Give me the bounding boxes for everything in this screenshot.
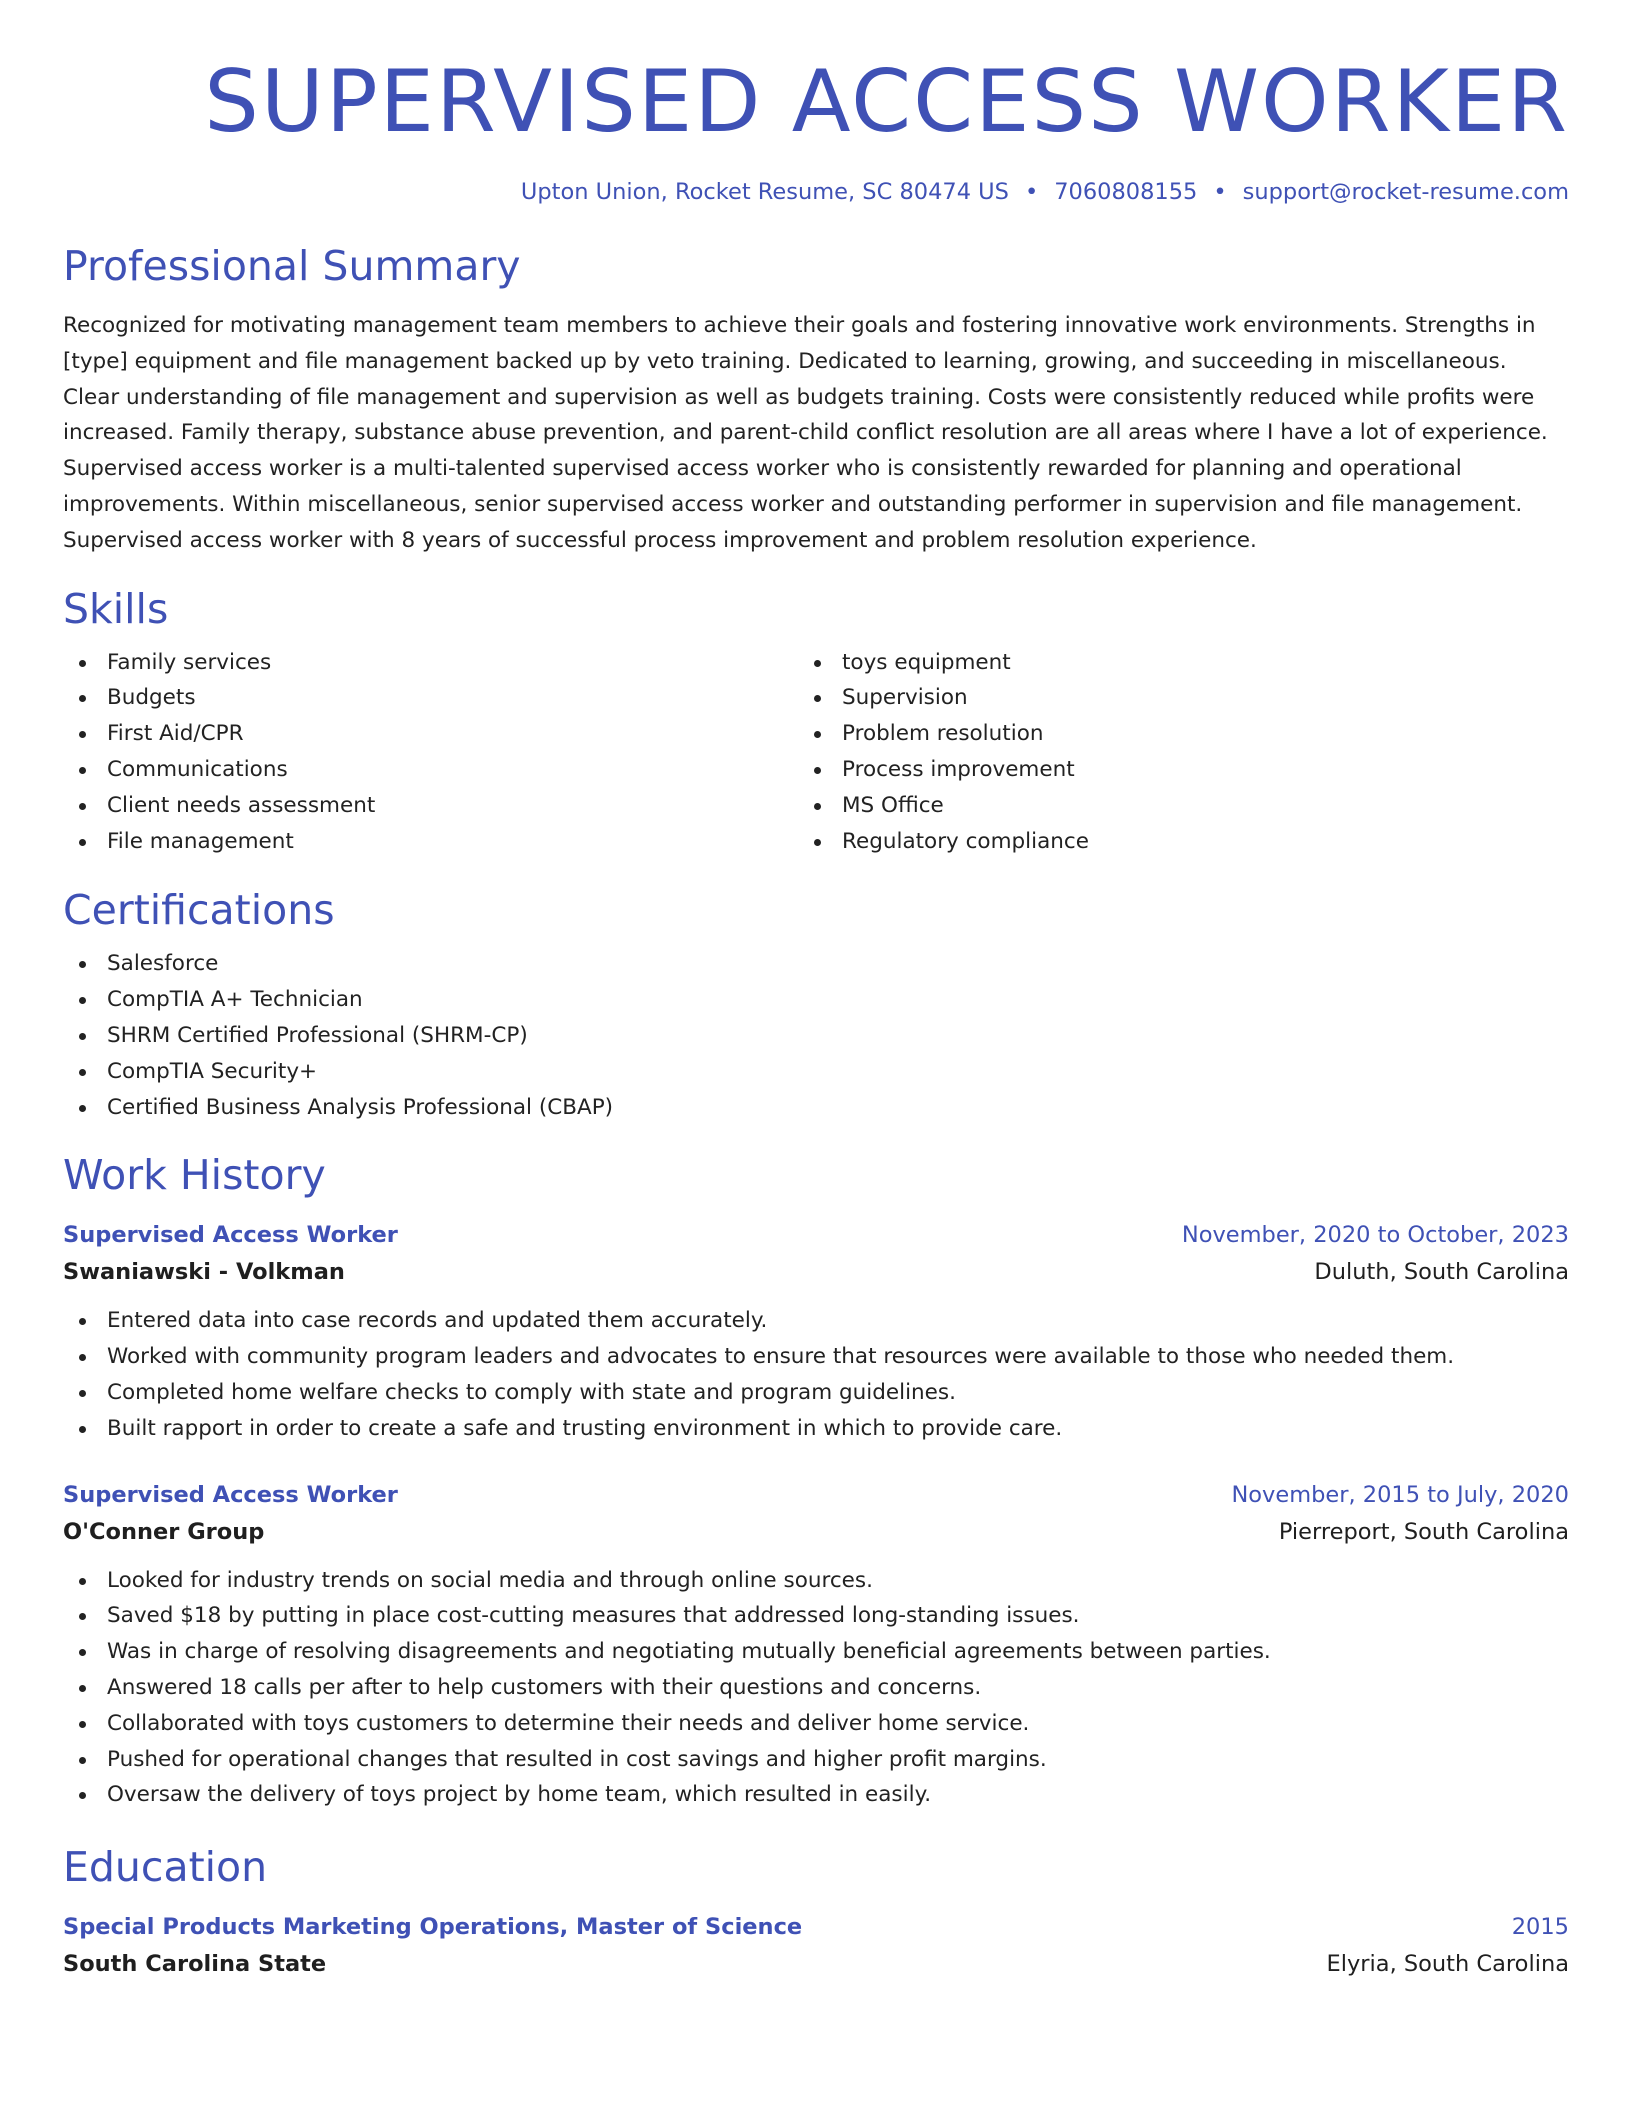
job-duty-item: Answered 18 calls per after to help customers with their questions and concerns. xyxy=(63,1670,1569,1706)
job-duties-list xyxy=(63,1303,1569,1446)
skill-item: Supervision xyxy=(798,680,1533,716)
job-entry xyxy=(63,1477,1569,1814)
job-employer: O'Conner Group xyxy=(63,1518,265,1545)
job-duty-item: Was in charge of resolving disagreements and negotiating mutually beneficial agreements between parties. xyxy=(63,1634,1569,1670)
job-title-row xyxy=(63,1217,1569,1253)
skill-item: Client needs assessment xyxy=(63,788,798,824)
education-section xyxy=(63,1841,1569,1983)
job-title-row xyxy=(63,1477,1569,1513)
contact-phone[interactable]: 7060808155 xyxy=(1054,179,1198,205)
skill-item: Communications xyxy=(63,752,798,788)
candidate-name: SUPERVISED ACCESS WORKER xyxy=(204,52,1569,152)
skills-columns xyxy=(63,645,1569,860)
skill-item: Budgets xyxy=(63,680,798,716)
skills-list-left xyxy=(63,645,798,860)
job-location: Pierreport, South Carolina xyxy=(1278,1518,1569,1545)
job-employer-row xyxy=(63,1513,1569,1551)
certifications-section xyxy=(63,884,1569,1125)
summary-heading: Professional Summary xyxy=(63,242,521,290)
job-duty-item: Collaborated with toys customers to determine their needs and deliver home service. xyxy=(63,1706,1569,1742)
skills-section xyxy=(63,583,1569,860)
contact-line xyxy=(63,176,1569,208)
skill-item: First Aid/CPR xyxy=(63,716,798,752)
skill-item: Regulatory compliance xyxy=(798,824,1533,860)
job-dates: November, 2020 to October, 2023 xyxy=(1181,1222,1569,1249)
contact-email[interactable]: support@rocket-resume.com xyxy=(1242,179,1569,205)
contact-separator: • xyxy=(1024,179,1039,205)
job-location: Duluth, South Carolina xyxy=(1314,1259,1569,1286)
contact-separator: • xyxy=(1213,179,1227,205)
certification-item: CompTIA A+ Technician xyxy=(63,982,1569,1018)
job-employer: Swaniawski - Volkman xyxy=(63,1259,345,1286)
education-degree-row xyxy=(63,1909,1569,1945)
job-dates: November, 2015 to July, 2020 xyxy=(1231,1481,1569,1508)
education-year: 2015 xyxy=(1511,1914,1569,1941)
summary-text: Recognized for motivating management team members to achieve their goals and fostering innovative work environments. Strengths in [type] equipment and file management backed up by veto training. Dedicated to learning, growing, and succeeding in miscellaneous. Clear understanding of file management and supervision as well as budgets training. Costs were consistently reduced while profits were increased. Family therapy, substance abuse prevention, and parent-child conflict resolution are all areas where I have a lot of experience. Supervised access worker is a multi-talented supervised access worker who is consistently rewarded for planning and operational improvements. Within miscellaneous, senior supervised access worker and outstanding performer in supervision and file management. Supervised access worker with 8 years of successful process improvement and problem resolution experience. xyxy=(63,313,1548,553)
job-duty-item: Built rapport in order to create a safe and trusting environment in which to provide care. xyxy=(63,1411,1569,1447)
education-degree: Special Products Marketing Operations, Master of Science xyxy=(63,1914,803,1941)
work-history-section xyxy=(63,1149,1569,1813)
education-entry xyxy=(63,1909,1569,1983)
job-employer-row xyxy=(63,1253,1569,1291)
job-duty-item: Oversaw the delivery of toys project by home team, which resulted in easily. xyxy=(63,1777,1569,1813)
education-school: South Carolina State xyxy=(63,1951,327,1978)
job-duty-item: Worked with community program leaders and advocates to ensure that resources were available to those who needed them. xyxy=(63,1339,1569,1375)
skill-item: toys equipment xyxy=(798,645,1533,681)
contact-address: Upton Union, Rocket Resume, SC 80474 US xyxy=(520,179,1009,205)
certification-item: SHRM Certified Professional (SHRM-CP) xyxy=(63,1018,1569,1054)
education-location: Elyria, South Carolina xyxy=(1326,1951,1569,1978)
skills-list-right xyxy=(798,645,1533,860)
skill-item: Problem resolution xyxy=(798,716,1533,752)
job-title: Supervised Access Worker xyxy=(63,1222,398,1249)
education-heading: Education xyxy=(63,1843,268,1892)
job-duty-item: Saved $18 by putting in place cost-cutting measures that addressed long-standing issues. xyxy=(63,1598,1569,1634)
job-duties-list xyxy=(63,1563,1569,1814)
education-school-row xyxy=(63,1945,1569,1983)
certifications-heading: Certifications xyxy=(63,886,335,935)
certification-item: CompTIA Security+ xyxy=(63,1054,1569,1090)
work-history-heading: Work History xyxy=(63,1151,326,1200)
skill-item: Process improvement xyxy=(798,752,1533,788)
certification-item: Certified Business Analysis Professional (CBAP) xyxy=(63,1090,1569,1126)
certification-item: Salesforce xyxy=(63,946,1569,982)
job-duty-item: Looked for industry trends on social media and through online sources. xyxy=(63,1563,1569,1599)
job-entry xyxy=(63,1217,1569,1446)
job-title: Supervised Access Worker xyxy=(63,1481,398,1508)
job-duty-item: Entered data into case records and updated them accurately. xyxy=(63,1303,1569,1339)
summary-section xyxy=(63,240,1569,559)
skill-item: File management xyxy=(63,824,798,860)
skill-item: MS Office xyxy=(798,788,1533,824)
job-duty-item: Pushed for operational changes that resulted in cost savings and higher profit margins. xyxy=(63,1742,1569,1778)
certifications-list xyxy=(63,946,1569,1125)
skills-heading: Skills xyxy=(63,584,169,633)
job-duty-item: Completed home welfare checks to comply with state and program guidelines. xyxy=(63,1375,1569,1411)
skill-item: Family services xyxy=(63,645,798,681)
resume-header xyxy=(63,50,1569,208)
